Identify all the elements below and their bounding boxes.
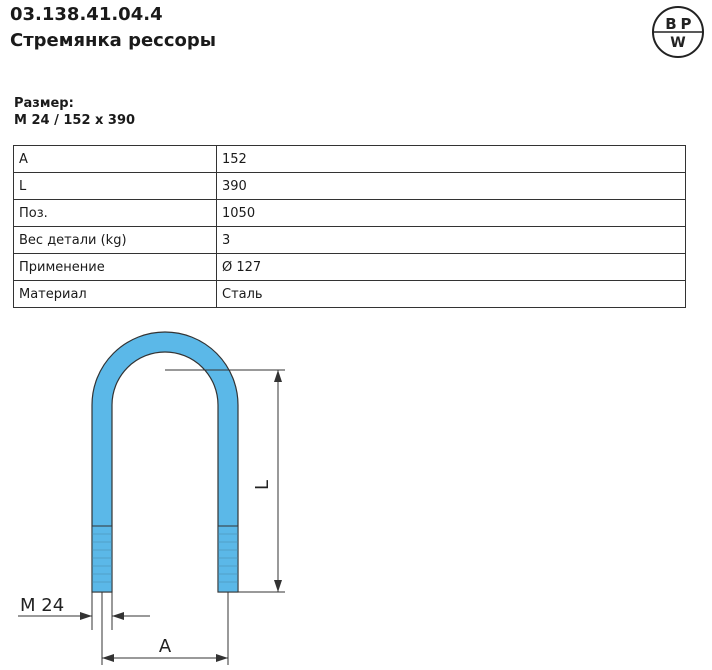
spec-value: Ø 127 (217, 254, 686, 281)
part-number: 03.138.41.04.4 (10, 4, 163, 25)
svg-text:P: P (680, 15, 692, 33)
spec-value: 1050 (217, 200, 686, 227)
u-bolt-body (92, 332, 238, 592)
spec-value: Сталь (217, 281, 686, 308)
dimension-a-label: A (158, 636, 172, 657)
spec-row (14, 227, 686, 254)
svg-text:B: B (665, 15, 677, 33)
spec-key: Применение (14, 254, 217, 281)
spec-row (14, 146, 686, 173)
size-value: M 24 / 152 x 390 (14, 113, 136, 128)
dimension-l-label: L (252, 479, 273, 491)
spec-key: L (14, 173, 217, 200)
specs-table (13, 145, 686, 308)
spec-row (14, 173, 686, 200)
spec-value: 152 (217, 146, 686, 173)
dimension-thread-label: M 24 (20, 595, 65, 616)
svg-text:W: W (670, 35, 686, 51)
u-bolt-drawing (0, 330, 712, 670)
spec-key: Поз. (14, 200, 217, 227)
spec-value: 3 (217, 227, 686, 254)
spec-key: Материал (14, 281, 217, 308)
spec-key: Вес детали (kg) (14, 227, 217, 254)
part-title: Стремянка рессоры (10, 30, 217, 51)
bpw-logo (650, 4, 706, 60)
spec-row (14, 254, 686, 281)
spec-row (14, 281, 686, 308)
size-label: Размер: (14, 96, 74, 111)
spec-value: 390 (217, 173, 686, 200)
spec-key: A (14, 146, 217, 173)
spec-row (14, 200, 686, 227)
